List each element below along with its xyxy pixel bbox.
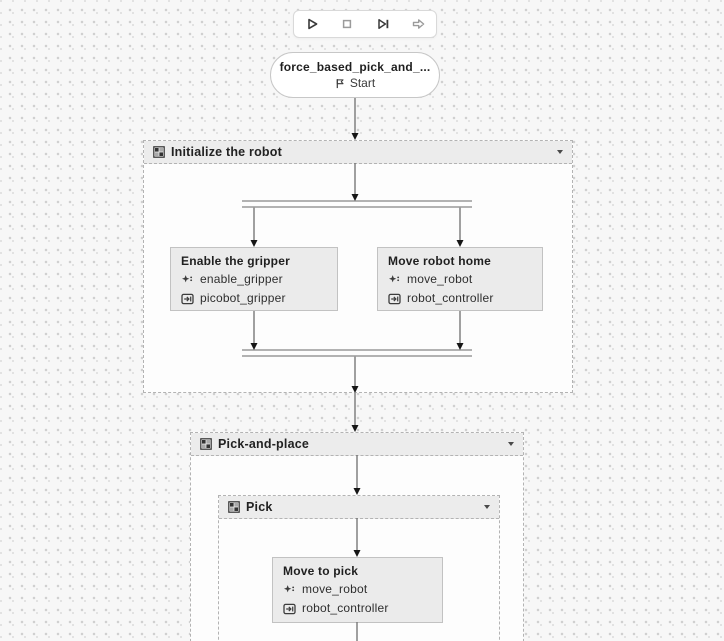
subtree-icon bbox=[153, 146, 165, 158]
node-title: Move to pick bbox=[283, 564, 359, 578]
start-node[interactable] bbox=[270, 52, 440, 98]
skill-name: move_robot bbox=[407, 272, 473, 286]
skill-name: move_robot bbox=[302, 582, 368, 596]
node-title: Enable the gripper bbox=[181, 254, 290, 268]
stop-button[interactable] bbox=[335, 13, 359, 35]
skill-row bbox=[388, 270, 532, 289]
skill-row bbox=[181, 270, 327, 289]
step-forward-icon bbox=[376, 17, 390, 31]
group-header-pick-and-place[interactable] bbox=[191, 433, 523, 456]
skill-sparkle-icon bbox=[283, 584, 296, 595]
group-title: Pick bbox=[246, 500, 273, 514]
subtree-icon bbox=[228, 501, 240, 513]
caret-down-icon[interactable] bbox=[508, 442, 514, 446]
resource-name: robot_controller bbox=[407, 291, 494, 305]
subtree-icon bbox=[200, 438, 212, 450]
resource-name: robot_controller bbox=[302, 601, 389, 615]
program-name: force_based_pick_and_... bbox=[279, 59, 431, 74]
resource-icon bbox=[283, 603, 296, 615]
resource-row bbox=[181, 289, 327, 308]
start-label-row bbox=[335, 76, 375, 91]
node-enable-the-gripper[interactable] bbox=[170, 247, 338, 311]
group-title: Initialize the robot bbox=[171, 145, 282, 159]
resource-name: picobot_gripper bbox=[200, 291, 286, 305]
start-label: Start bbox=[349, 75, 376, 90]
play-button[interactable] bbox=[300, 13, 324, 35]
stop-icon bbox=[340, 17, 354, 31]
resource-row bbox=[388, 289, 532, 308]
skip-forward-button[interactable] bbox=[406, 13, 430, 35]
node-move-to-pick[interactable] bbox=[272, 557, 443, 623]
step-forward-button[interactable] bbox=[371, 13, 395, 35]
skill-sparkle-icon bbox=[388, 274, 401, 285]
skill-name: enable_gripper bbox=[200, 272, 283, 286]
skip-forward-icon bbox=[411, 17, 426, 31]
resource-icon bbox=[388, 293, 401, 305]
skill-row bbox=[283, 580, 432, 599]
caret-down-icon[interactable] bbox=[557, 150, 563, 154]
resource-row bbox=[283, 599, 432, 618]
caret-down-icon[interactable] bbox=[484, 505, 490, 509]
execution-toolbar bbox=[293, 10, 437, 38]
group-header-initialize[interactable] bbox=[144, 141, 572, 164]
play-icon bbox=[305, 17, 319, 31]
skill-sparkle-icon bbox=[181, 274, 194, 285]
start-flag-icon bbox=[335, 78, 346, 89]
node-move-robot-home[interactable] bbox=[377, 247, 543, 311]
group-header-pick[interactable] bbox=[219, 496, 499, 519]
group-title: Pick-and-place bbox=[218, 437, 310, 451]
resource-icon bbox=[181, 293, 194, 305]
node-title: Move robot home bbox=[388, 254, 492, 268]
